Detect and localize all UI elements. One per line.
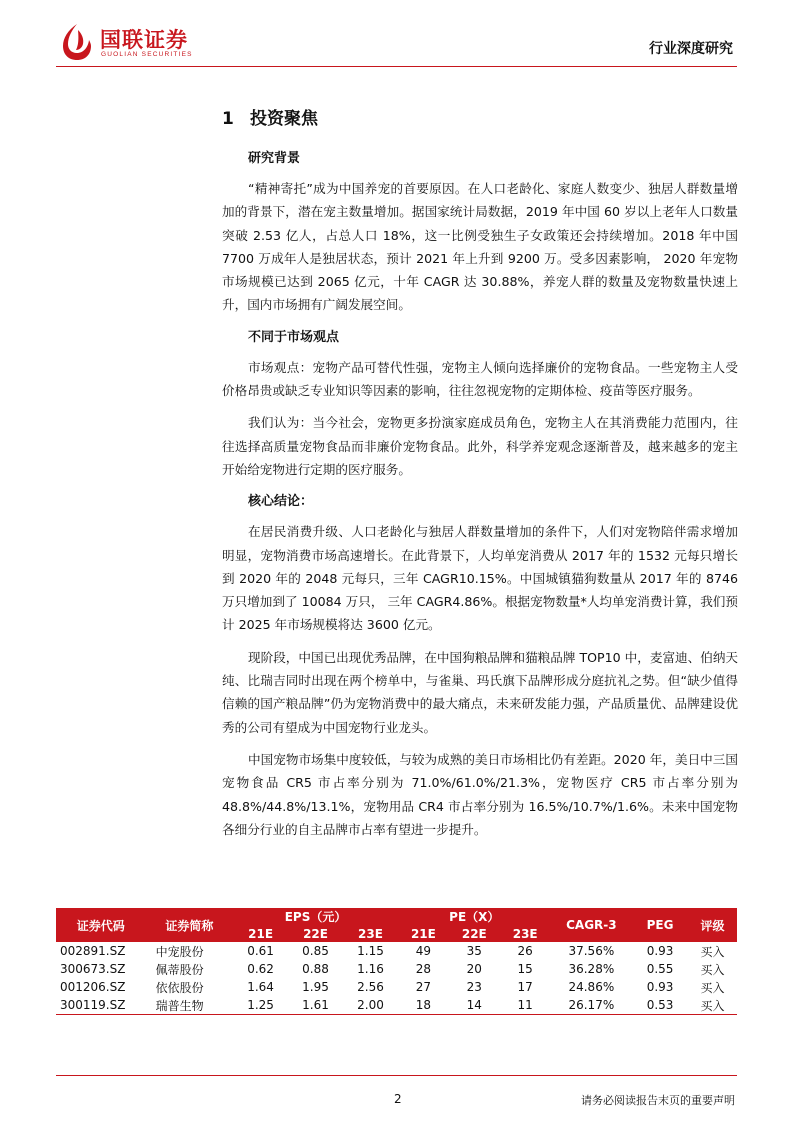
- cell-name: 中宠股份: [155, 944, 204, 959]
- cell-pe-21e: 49: [415, 944, 432, 958]
- cell-pe-22e: 20: [466, 962, 482, 976]
- cell-eps-21e: 0.61: [247, 944, 274, 958]
- header-eps-23e: 23E: [343, 925, 398, 942]
- table-row: [56, 960, 737, 978]
- cell-pe-21e: 18: [398, 996, 449, 1015]
- table-row: [56, 942, 737, 960]
- cell-eps-23e: 1.15: [357, 944, 384, 958]
- cell-rating: 买入: [700, 944, 725, 959]
- page-number: 2: [394, 1092, 402, 1106]
- subhead-background: 研究背景: [248, 151, 301, 166]
- cell-eps-21e: 1.25: [233, 996, 288, 1015]
- cell-name: 佩蒂股份: [155, 962, 204, 977]
- table-row: [56, 978, 737, 996]
- paragraph-core-3: 中国宠物市场集中度较低，与较为成熟的美日市场相比仍有差距。2020 年，美日中三国宠物食品 CR5 市占率分别为 71.0%/61.0%/21.3%，宠物医疗 CR5 市占率分别为 48.8%/44.8%/13.1%，宠物用品 CR4 市占率分别为 16.5%/10.7%/1.6%。未来中国宠物各细分行业的自主品牌市占率有望进一步提升。: [222, 751, 738, 837]
- section-title-text: 投资聚焦: [250, 109, 318, 129]
- cell-eps-21e: 1.64: [247, 980, 274, 994]
- cell-eps-23e: 2.56: [357, 980, 384, 994]
- header-code: 证券代码: [56, 908, 146, 942]
- cell-name: 依依股份: [155, 980, 204, 995]
- header-pe-21e: 21E: [398, 925, 449, 942]
- logo-chinese-text: 国联证券: [100, 28, 188, 52]
- header-pe-23e: 23E: [500, 925, 551, 942]
- cell-rating: 买入: [700, 980, 725, 995]
- header-eps-21e: 21E: [233, 925, 288, 942]
- cell-code: 300673.SZ: [60, 962, 126, 976]
- cell-rating: 买入: [688, 996, 737, 1015]
- cell-eps-22e: 1.61: [288, 996, 343, 1015]
- paragraph-core-2: 现阶段，中国已出现优秀品牌，在中国狗粮品牌和猫粮品牌 TOP10 中，麦富迪、伯纳天纯、比瑞吉同时出现在两个榜单中，与雀巢、玛氏旗下品牌形成分庭抗礼之势。但“缺少值得信赖的国产粮品牌”仍为宠物消费中的最大痛点，未来研发能力强，产品质量优、品牌建设优秀的公司有望成为中国宠物行业龙头。: [222, 649, 739, 735]
- cell-peg: 0.93: [646, 980, 674, 994]
- cell-pe-23e: 26: [517, 944, 533, 958]
- cell-cagr: 37.56%: [568, 944, 615, 958]
- header-name: 证券简称: [146, 908, 234, 942]
- cell-cagr: 36.28%: [568, 962, 615, 976]
- footer-disclaimer: 请务必阅读报告末页的重要声明: [581, 1094, 735, 1107]
- cell-eps-22e: 0.88: [302, 962, 329, 976]
- footer-divider: [56, 1075, 737, 1076]
- table-header-row: [56, 908, 737, 925]
- logo-english-text: GUOLIAN SECURITIES: [101, 51, 193, 58]
- cell-peg: 0.93: [646, 944, 674, 958]
- header-eps-22e: 22E: [288, 925, 343, 942]
- paragraph-core-1: 在居民消费升级、人口老龄化与独居人群数量增加的条件下，人们对宠物陪伴需求增加明显，宠物消费市场高速增长。在此背景下，人均单宠消费从 2017 年的 1532 元每只增长到 2020 年的 2048 元每只，三年 CAGR10.15%。中国城镇猫狗数量从 2017 年的 8746 万只增加到了 10084 万只， 三年 CAGR4.86%。根据宠物数量*人均单宠消费计算，我们预计 2025 年市场规模将达 3600 亿元。: [222, 524, 738, 633]
- valuation-table: [56, 908, 737, 1015]
- cell-pe-22e: 14: [449, 996, 500, 1015]
- cell-pe-23e: 15: [517, 962, 533, 976]
- cell-pe-23e: 17: [517, 980, 533, 994]
- guolian-logo-icon: [60, 22, 94, 62]
- cell-rating: 买入: [700, 962, 725, 977]
- paragraph-our-view: 我们认为：当今社会，宠物更多扮演家庭成员角色，宠物主人在其消费能力范围内，往往选择高质量宠物食品而非廉价宠物食品。此外，科学养宠观念逐渐普及，越来越多的宠主开始给宠物进行定期的医疗服务。: [222, 415, 738, 477]
- header-peg: PEG: [632, 908, 688, 942]
- cell-peg: 0.55: [646, 962, 674, 976]
- header-rating: 评级: [688, 908, 737, 942]
- cell-eps-21e: 0.62: [247, 962, 274, 976]
- header-pe: PE（X）: [398, 908, 551, 925]
- subhead-different-view: 不同于市场观点: [248, 329, 340, 345]
- paragraph-market-view: 市场观点：宠物产品可替代性强，宠物主人倾向选择廉价的宠物食品。一些宠物主人受价格昂贵或缺乏专业知识等因素的影响，往往忽视宠物的定期体检、疫苗等医疗服务。: [222, 359, 738, 399]
- cell-eps-22e: 1.95: [302, 980, 329, 994]
- section-title: [222, 104, 318, 129]
- company-logo: [60, 22, 210, 64]
- cell-eps-23e: 2.00: [343, 996, 398, 1015]
- cell-pe-23e: 11: [500, 996, 551, 1015]
- cell-code: 001206.SZ: [60, 980, 126, 994]
- cell-cagr: 24.86%: [568, 980, 615, 994]
- header-pe-22e: 22E: [449, 925, 500, 942]
- cell-eps-22e: 0.85: [302, 944, 329, 958]
- cell-pe-21e: 27: [415, 980, 432, 994]
- table-row: [56, 996, 737, 1015]
- subhead-core-conclusion: 核心结论：: [248, 494, 314, 510]
- paragraph-background: “精神寄托”成为中国养宠的首要原因。在人口老龄化、家庭人数变少、独居人群数量增加的背景下，潜在宠主数量增加。据国家统计局数据，2019 年中国 60 岁以上老年人口数量突破 2.53 亿人，占总人口 18%，这一比例受独生子女政策还会持续增加。2018 年中国 7700 万成年人是独居状态，预计 2021 年上升到 9200 万。受多因素影响， 2020 年宠物市场规模已达到 2065 亿元，十年 CAGR 达 30.88%，养宠人群的数量及宠物数量快速上升，国内市场拥有广阔发展空间。: [222, 181, 738, 313]
- cell-code: 300119.SZ: [56, 996, 146, 1015]
- report-type: 行业深度研究: [649, 41, 733, 57]
- cell-peg: 0.53: [632, 996, 688, 1015]
- section-number: 1: [222, 109, 234, 129]
- header-cagr: CAGR-3: [551, 908, 632, 942]
- cell-cagr: 26.17%: [551, 996, 632, 1015]
- cell-eps-23e: 1.16: [357, 962, 384, 976]
- header-divider: [56, 66, 737, 67]
- body-content: [222, 150, 738, 850]
- cell-pe-22e: 35: [466, 944, 482, 958]
- header-eps: EPS（元）: [233, 908, 398, 925]
- cell-code: 002891.SZ: [60, 944, 126, 958]
- cell-pe-21e: 28: [415, 962, 432, 976]
- cell-name: 瑞普生物: [146, 996, 234, 1015]
- cell-pe-22e: 23: [466, 980, 482, 994]
